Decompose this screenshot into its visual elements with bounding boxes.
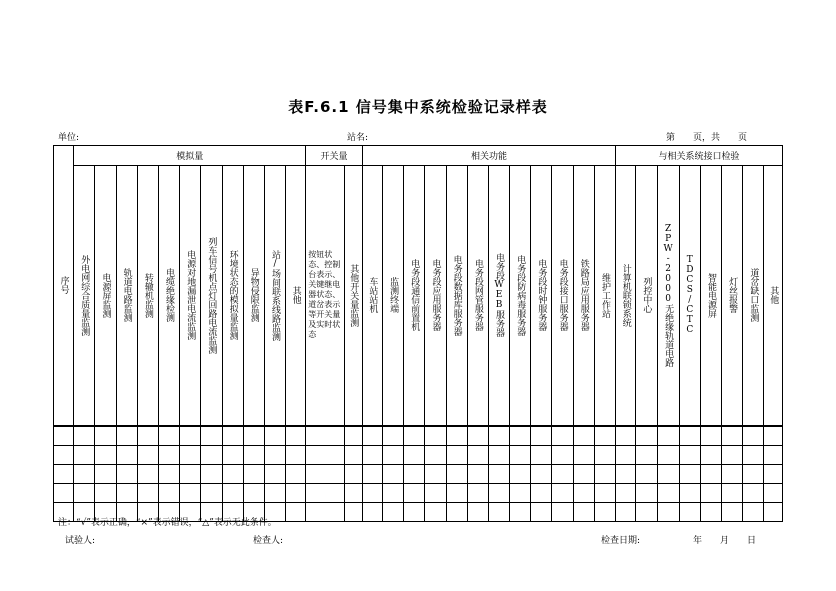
record-cell[interactable]	[74, 484, 95, 503]
column-header: 电源屏监测	[95, 166, 116, 426]
record-cell[interactable]	[286, 426, 306, 446]
column-header: 电缆绝缘检测	[158, 166, 179, 426]
record-cell[interactable]	[264, 465, 285, 484]
record-cell[interactable]	[446, 484, 467, 503]
record-cell[interactable]	[679, 426, 700, 446]
record-cell[interactable]	[222, 446, 243, 465]
record-cell[interactable]	[700, 446, 721, 465]
record-cell[interactable]	[616, 503, 636, 522]
record-cell[interactable]	[743, 484, 764, 503]
record-cell[interactable]	[382, 446, 403, 465]
column-header: ZPW-2000无绝缘轨道电路	[657, 166, 679, 426]
column-header: 电务段数据库服务器	[446, 166, 467, 426]
column-header: 电源对地漏泄电流监测	[180, 166, 201, 426]
record-cell[interactable]	[74, 465, 95, 484]
record-cell[interactable]	[467, 446, 488, 465]
record-cell[interactable]	[636, 426, 657, 446]
check-date-units: 年 月 日	[693, 536, 757, 546]
record-cell[interactable]	[573, 503, 594, 522]
record-cell[interactable]	[594, 426, 615, 446]
record-cell[interactable]	[382, 426, 403, 446]
column-header: 外电网综合质量监测	[74, 166, 95, 426]
related-group-header: 相关功能	[362, 146, 615, 166]
record-cell[interactable]	[158, 465, 179, 484]
record-cell[interactable]	[116, 465, 137, 484]
record-cell[interactable]	[657, 484, 679, 503]
record-cell[interactable]	[222, 465, 243, 484]
column-header: 铁路局应用服务器	[573, 166, 594, 426]
record-cell[interactable]	[446, 426, 467, 446]
record-cell[interactable]	[531, 426, 552, 446]
page-info: 第 页，共 页	[666, 133, 748, 143]
record-cell[interactable]	[446, 465, 467, 484]
record-cell[interactable]	[116, 426, 137, 446]
record-cell[interactable]	[594, 446, 615, 465]
column-header: 电务段网管服务器	[467, 166, 488, 426]
column-header: 维护工作站	[594, 166, 615, 426]
record-cell[interactable]	[657, 446, 679, 465]
record-cell[interactable]	[573, 484, 594, 503]
row-seq-cell[interactable]	[54, 465, 74, 484]
record-cell[interactable]	[362, 484, 382, 503]
record-cell[interactable]	[137, 484, 158, 503]
record-cell[interactable]	[510, 503, 531, 522]
record-cell[interactable]	[158, 446, 179, 465]
record-cell[interactable]	[552, 446, 573, 465]
record-cell[interactable]	[180, 465, 201, 484]
column-header: 计算机联锁系统	[616, 166, 636, 426]
record-cell[interactable]	[286, 484, 306, 503]
record-cell[interactable]	[243, 484, 264, 503]
record-cell[interactable]	[404, 465, 425, 484]
record-cell[interactable]	[137, 446, 158, 465]
record-cell[interactable]	[467, 503, 488, 522]
record-cell[interactable]	[201, 484, 222, 503]
record-cell[interactable]	[362, 503, 382, 522]
row-seq-cell[interactable]	[54, 426, 74, 446]
record-cell[interactable]	[264, 426, 285, 446]
record-cell[interactable]	[344, 426, 362, 446]
record-cell[interactable]	[531, 484, 552, 503]
record-cell[interactable]	[764, 484, 783, 503]
record-cell[interactable]	[286, 465, 306, 484]
record-cell[interactable]	[264, 484, 285, 503]
record-cell[interactable]	[243, 426, 264, 446]
record-cell[interactable]	[382, 484, 403, 503]
record-cell[interactable]	[425, 484, 446, 503]
record-cell[interactable]	[404, 446, 425, 465]
record-cell[interactable]	[74, 446, 95, 465]
record-cell[interactable]	[616, 465, 636, 484]
column-header: 列控中心	[636, 166, 657, 426]
record-cell[interactable]	[488, 484, 509, 503]
record-cell[interactable]	[510, 426, 531, 446]
record-cell[interactable]	[201, 426, 222, 446]
record-cell[interactable]	[425, 503, 446, 522]
analog-group-header: 模拟量	[74, 146, 306, 166]
record-cell[interactable]	[531, 465, 552, 484]
record-cell[interactable]	[488, 465, 509, 484]
record-cell[interactable]	[636, 446, 657, 465]
record-cell[interactable]	[467, 426, 488, 446]
record-cell[interactable]	[201, 465, 222, 484]
checker-label: 检查人:	[253, 536, 284, 546]
record-cell[interactable]	[616, 446, 636, 465]
record-cell[interactable]	[531, 446, 552, 465]
record-cell[interactable]	[679, 503, 700, 522]
record-cell[interactable]	[158, 426, 179, 446]
record-cell[interactable]	[137, 465, 158, 484]
record-cell[interactable]	[722, 484, 743, 503]
record-cell[interactable]	[404, 484, 425, 503]
record-cell[interactable]	[201, 446, 222, 465]
record-cell[interactable]	[286, 503, 306, 522]
switch-group-header: 开关量	[306, 146, 363, 166]
tester-label: 试验人:	[65, 536, 96, 546]
record-cell[interactable]	[344, 503, 362, 522]
record-cell[interactable]	[488, 446, 509, 465]
column-header: 站/场间联系线路监测	[264, 166, 285, 426]
record-cell[interactable]	[743, 426, 764, 446]
record-cell[interactable]	[425, 465, 446, 484]
record-cell[interactable]	[306, 426, 344, 446]
record-cell[interactable]	[616, 484, 636, 503]
record-cell[interactable]	[95, 484, 116, 503]
record-cell[interactable]	[362, 465, 382, 484]
inspection-record-table	[53, 145, 783, 522]
record-cell[interactable]	[180, 484, 201, 503]
record-cell[interactable]	[306, 484, 344, 503]
record-cell[interactable]	[700, 426, 721, 446]
record-cell[interactable]	[95, 446, 116, 465]
table-row	[54, 426, 783, 446]
record-cell[interactable]	[657, 426, 679, 446]
record-cell[interactable]	[446, 446, 467, 465]
column-header: 车站站机	[362, 166, 382, 426]
record-cell[interactable]	[382, 465, 403, 484]
record-cell[interactable]	[531, 503, 552, 522]
record-cell[interactable]	[657, 503, 679, 522]
record-cell[interactable]	[243, 465, 264, 484]
interface-group-header: 与相关系统接口检验	[616, 146, 783, 166]
column-header: 灯丝报警	[722, 166, 743, 426]
record-cell[interactable]	[764, 426, 783, 446]
column-header: 监测终端	[382, 166, 403, 426]
column-header: 列车信号机点灯回路电流监测	[201, 166, 222, 426]
record-cell[interactable]	[573, 426, 594, 446]
column-header: 环境状态的模拟量监测	[222, 166, 243, 426]
record-cell[interactable]	[264, 446, 285, 465]
column-header: 轨道电路监测	[116, 166, 137, 426]
column-header: 电务段应用服务器	[425, 166, 446, 426]
column-header: 道岔缺口监测	[743, 166, 764, 426]
table-row	[54, 465, 783, 484]
record-cell[interactable]	[764, 465, 783, 484]
record-cell[interactable]	[510, 484, 531, 503]
record-cell[interactable]	[594, 484, 615, 503]
column-header: 按钮状态、控制台表示、关键继电器状态、道岔表示等开关量及实时状态	[306, 166, 344, 426]
record-cell[interactable]	[180, 446, 201, 465]
record-cell[interactable]	[243, 446, 264, 465]
record-cell[interactable]	[510, 465, 531, 484]
record-cell[interactable]	[222, 484, 243, 503]
record-cell[interactable]	[700, 503, 721, 522]
check-date-label: 检查日期:	[601, 536, 641, 546]
record-cell[interactable]	[286, 446, 306, 465]
station-label: 站名:	[347, 133, 369, 143]
record-cell[interactable]	[722, 503, 743, 522]
record-cell[interactable]	[306, 465, 344, 484]
record-cell[interactable]	[344, 465, 362, 484]
record-cell[interactable]	[306, 446, 344, 465]
record-cell[interactable]	[95, 465, 116, 484]
record-cell[interactable]	[764, 503, 783, 522]
column-header: TDCS/CTC	[679, 166, 700, 426]
record-cell[interactable]	[552, 426, 573, 446]
column-header: 其他	[764, 166, 783, 426]
column-header: 其他	[286, 166, 306, 426]
record-cell[interactable]	[488, 503, 509, 522]
record-cell[interactable]	[467, 484, 488, 503]
record-cell[interactable]	[764, 446, 783, 465]
record-cell[interactable]	[743, 465, 764, 484]
record-cell[interactable]	[446, 503, 467, 522]
record-cell[interactable]	[700, 484, 721, 503]
record-cell[interactable]	[636, 465, 657, 484]
record-cell[interactable]	[743, 503, 764, 522]
record-cell[interactable]	[362, 426, 382, 446]
record-cell[interactable]	[636, 503, 657, 522]
record-cell[interactable]	[180, 426, 201, 446]
column-header: 转辙机监测	[137, 166, 158, 426]
record-cell[interactable]	[222, 426, 243, 446]
record-cell[interactable]	[657, 465, 679, 484]
record-cell[interactable]	[344, 446, 362, 465]
column-header: 电务段防病毒服务器	[510, 166, 531, 426]
record-cell[interactable]	[594, 465, 615, 484]
record-cell[interactable]	[137, 426, 158, 446]
record-cell[interactable]	[158, 484, 179, 503]
record-cell[interactable]	[679, 446, 700, 465]
record-cell[interactable]	[552, 465, 573, 484]
record-cell[interactable]	[425, 426, 446, 446]
record-cell[interactable]	[467, 465, 488, 484]
column-header: 异物侵限监测	[243, 166, 264, 426]
record-cell[interactable]	[743, 446, 764, 465]
record-cell[interactable]	[636, 484, 657, 503]
record-cell[interactable]	[116, 484, 137, 503]
column-header: 电务段时钟服务器	[531, 166, 552, 426]
row-seq-cell[interactable]	[54, 484, 74, 503]
record-cell[interactable]	[679, 484, 700, 503]
record-cell[interactable]	[573, 446, 594, 465]
record-cell[interactable]	[722, 426, 743, 446]
record-cell[interactable]	[510, 446, 531, 465]
record-cell[interactable]	[116, 446, 137, 465]
record-cell[interactable]	[74, 426, 95, 446]
record-cell[interactable]	[722, 465, 743, 484]
record-cell[interactable]	[552, 484, 573, 503]
record-cell[interactable]	[95, 426, 116, 446]
column-header: 智能电源屏	[700, 166, 721, 426]
legend-note: 注：“√”表示正确，“×”表示错误，“△”表示无此条件。	[58, 518, 277, 528]
record-cell[interactable]	[488, 426, 509, 446]
seq-header: 序号	[54, 146, 74, 426]
column-header: 电务段接口服务器	[552, 166, 573, 426]
record-cell[interactable]	[404, 503, 425, 522]
page-title: 表F.6.1 信号集中系统检验记录样表	[288, 98, 548, 116]
column-header: 电务段通信前置机	[404, 166, 425, 426]
record-cell[interactable]	[425, 446, 446, 465]
record-cell[interactable]	[573, 465, 594, 484]
table-row	[54, 446, 783, 465]
record-cell[interactable]	[344, 484, 362, 503]
unit-label: 单位:	[58, 133, 80, 143]
record-cell[interactable]	[679, 465, 700, 484]
record-cell[interactable]	[616, 426, 636, 446]
record-cell[interactable]	[382, 503, 403, 522]
record-cell[interactable]	[306, 503, 344, 522]
column-header: 电务段WEB服务器	[488, 166, 509, 426]
row-seq-cell[interactable]	[54, 446, 74, 465]
record-cell[interactable]	[552, 503, 573, 522]
record-cell[interactable]	[362, 446, 382, 465]
record-cell[interactable]	[700, 465, 721, 484]
record-cell[interactable]	[594, 503, 615, 522]
table-row	[54, 484, 783, 503]
record-cell[interactable]	[722, 446, 743, 465]
column-header: 其他开关量监测	[344, 166, 362, 426]
record-cell[interactable]	[404, 426, 425, 446]
